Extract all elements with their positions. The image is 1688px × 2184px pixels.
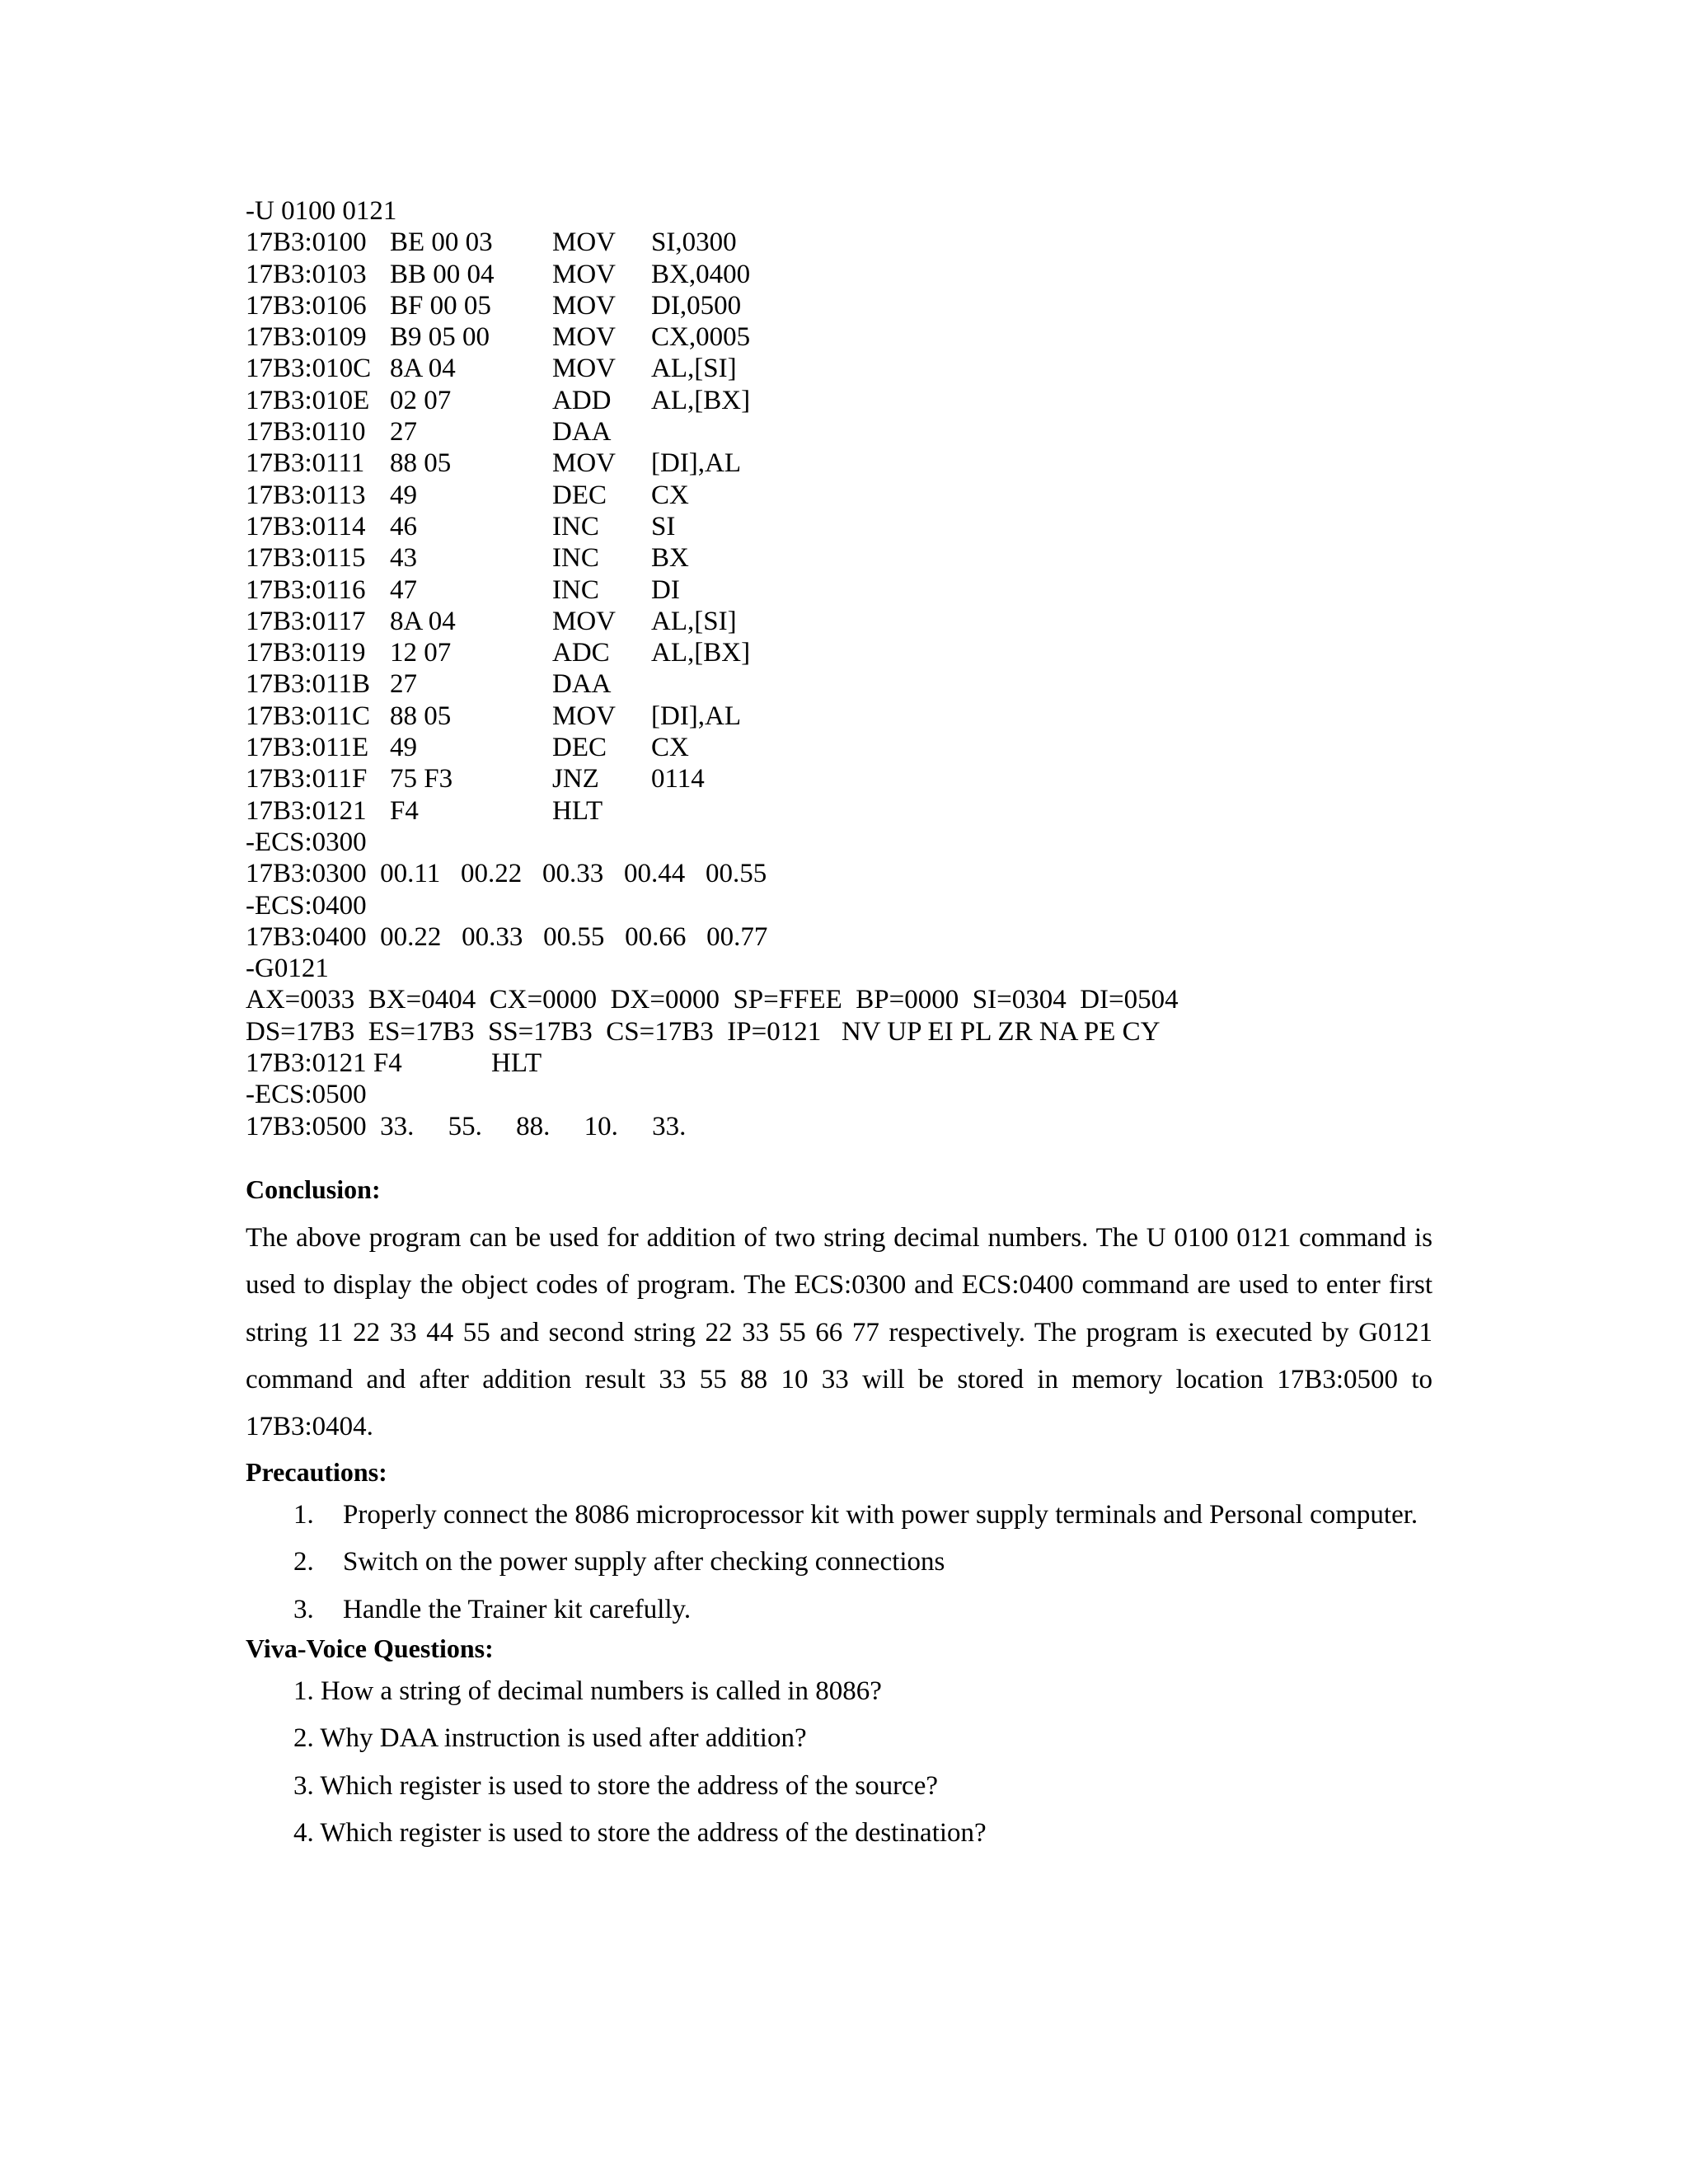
code-line: [246, 732, 1482, 763]
code-mnemonic: DAA: [552, 417, 612, 448]
code-opcode: 75 F3: [390, 764, 453, 794]
code-line: [246, 385, 1482, 416]
code-address: 17B3:0114: [246, 511, 366, 541]
code-line: [246, 574, 1482, 606]
code-operand: DI,0500: [651, 290, 742, 321]
code-line: [246, 290, 1482, 321]
code-mnemonic: MOV: [552, 322, 617, 353]
code-address: 17B3:010C: [246, 354, 372, 384]
code-line: [246, 763, 1482, 794]
code-address: 17B3:0116: [246, 574, 366, 605]
viva-heading: Viva-Voice Questions:: [246, 1633, 494, 1663]
code-mnemonic: INC: [552, 511, 599, 541]
code-text: 17B3:0400 00.22 00.33 00.55 00.66 00.77: [246, 921, 768, 952]
code-address: 17B3:0103: [246, 259, 367, 289]
precautions-heading: Precautions:: [246, 1457, 387, 1487]
code-line: [246, 890, 1482, 921]
precaution-text: Switch on the power supply after checking connections: [343, 1547, 945, 1577]
code-mnemonic: DEC: [552, 733, 607, 763]
code-operand: [DI],AL: [651, 701, 742, 731]
code-operand: AL,[BX]: [651, 638, 751, 668]
code-opcode: 49: [390, 733, 417, 763]
code-line: [246, 953, 1482, 984]
code-mnemonic: ADC: [552, 638, 610, 668]
code-line: [246, 795, 1482, 827]
code-line: [246, 448, 1482, 479]
code-operand: SI,0300: [651, 227, 737, 258]
code-address: 17B3:011C: [246, 701, 370, 731]
code-text: -ECS:0500: [246, 1080, 367, 1110]
debug-listing: [246, 195, 1482, 1142]
precaution-number: 1.: [293, 1500, 314, 1530]
code-opcode: 8A 04: [390, 606, 456, 636]
viva-question: 2. Why DAA instruction is used after addition?: [293, 1723, 807, 1754]
code-line: [246, 637, 1482, 668]
code-line: [246, 1111, 1482, 1142]
code-line: [246, 353, 1482, 384]
code-mnemonic: HLT: [491, 1048, 542, 1079]
code-opcode: 12 07: [390, 638, 452, 668]
precaution-text: Properly connect the 8086 microprocessor kit with power supply terminals and Personal computer.: [343, 1500, 1418, 1530]
code-text: 17B3:0500 33. 55. 88. 10. 33.: [246, 1111, 687, 1141]
code-text: AX=0033 BX=0404 CX=0000 DX=0000 SP=FFEE BP=0000 SI=0304 DI=0504: [246, 985, 1179, 1015]
code-operand: CX: [651, 733, 689, 763]
code-mnemonic: MOV: [552, 227, 617, 258]
code-opcode: 47: [390, 574, 417, 605]
code-mnemonic: INC: [552, 543, 599, 574]
conclusion-heading: Conclusion:: [246, 1174, 381, 1204]
code-line: [246, 606, 1482, 637]
code-address: 17B3:0113: [246, 480, 366, 510]
code-text: 17B3:0300 00.11 00.22 00.33 00.44 00.55: [246, 859, 767, 889]
code-mnemonic: JNZ: [552, 764, 599, 794]
code-text: -ECS:0400: [246, 890, 367, 921]
code-address: 17B3:0119: [246, 638, 366, 668]
code-address: 17B3:0111: [246, 448, 365, 479]
code-line: [246, 321, 1482, 353]
code-address: 17B3:011E: [246, 733, 369, 763]
viva-question: 4. Which register is used to store the address of the destination?: [293, 1817, 987, 1848]
code-line: [246, 259, 1482, 290]
code-line: [246, 511, 1482, 542]
code-operand: [DI],AL: [651, 448, 742, 479]
code-line: [246, 1016, 1482, 1047]
code-opcode: 49: [390, 480, 417, 510]
code-text: -G0121: [246, 954, 329, 984]
code-mnemonic: HLT: [552, 795, 603, 826]
code-opcode: BF 00 05: [390, 290, 491, 321]
code-line: [246, 668, 1482, 700]
code-opcode: 88 05: [390, 701, 452, 731]
code-text: -ECS:0300: [246, 827, 367, 857]
code-opcode: 88 05: [390, 448, 452, 479]
viva-question: 3. Which register is used to store the address of the source?: [293, 1770, 938, 1801]
code-text: DS=17B3 ES=17B3 SS=17B3 CS=17B3 IP=0121 NV UP EI PL ZR NA PE CY: [246, 1016, 1160, 1047]
code-line: [246, 416, 1482, 448]
code-operand: AL,[BX]: [651, 385, 751, 415]
conclusion-paragraph: The above program can be used for addition of two string decimal numbers. The U 0100 0121 command is used to display the object codes of program. The ECS:0300 and ECS:0400 command are used to enter first string 11 22 33 44 55 and second string 22 33 55 66 77 respectively. The program is executed by G0121 command and after addition result 33 55 88 10 33 will be stored in memory location 17B3:0500 to 17B3:0404.: [246, 1223, 1432, 1442]
code-operand: BX,0400: [651, 259, 751, 289]
code-operand: DI: [651, 574, 680, 605]
code-mnemonic: MOV: [552, 606, 617, 636]
viva-question: 1. How a string of decimal numbers is called in 8086?: [293, 1676, 882, 1706]
code-address: 17B3:0100: [246, 227, 367, 258]
code-mnemonic: INC: [552, 574, 599, 605]
code-mnemonic: MOV: [552, 354, 617, 384]
code-mnemonic: MOV: [552, 701, 617, 731]
code-line: [246, 195, 1482, 227]
code-line: [246, 827, 1482, 858]
code-opcode: BB 00 04: [390, 259, 495, 289]
code-opcode: 43: [390, 543, 417, 574]
code-opcode: 27: [390, 417, 417, 448]
code-line: [246, 1079, 1482, 1110]
code-mnemonic: MOV: [552, 290, 617, 321]
code-opcode: 8A 04: [390, 354, 456, 384]
code-opcode: B9 05 00: [390, 322, 490, 353]
code-line: [246, 701, 1482, 732]
code-line: [246, 1047, 1482, 1079]
code-line: [246, 227, 1482, 258]
code-operand: CX,0005: [651, 322, 751, 353]
code-line: [246, 921, 1482, 953]
precaution-number: 3.: [293, 1594, 314, 1624]
code-opcode: 27: [390, 669, 417, 700]
code-mnemonic: ADD: [552, 385, 612, 415]
code-address: 17B3:0117: [246, 606, 366, 636]
code-opcode: 02 07: [390, 385, 452, 415]
code-opcode: 46: [390, 511, 417, 541]
code-address: 17B3:0115: [246, 543, 366, 574]
code-opcode: F4: [390, 795, 419, 826]
code-address: 17B3:010E: [246, 385, 370, 415]
code-operand: CX: [651, 480, 689, 510]
code-line: [246, 984, 1482, 1015]
precaution-text: Handle the Trainer kit carefully.: [343, 1594, 692, 1624]
code-mnemonic: MOV: [552, 448, 617, 479]
code-mnemonic: MOV: [552, 259, 617, 289]
code-mnemonic: DAA: [552, 669, 612, 700]
code-address: 17B3:011B: [246, 669, 370, 700]
code-opcode: BE 00 03: [390, 227, 493, 258]
code-address: 17B3:0106: [246, 290, 367, 321]
code-line: [246, 480, 1482, 511]
code-text: -U 0100 0121: [246, 196, 397, 226]
code-address: 17B3:0109: [246, 322, 367, 353]
code-operand: 0114: [651, 764, 705, 794]
code-mnemonic: DEC: [552, 480, 607, 510]
viva-list: [293, 1668, 987, 1857]
code-address: 17B3:0121 F4: [246, 1048, 402, 1079]
code-operand: SI: [651, 511, 676, 541]
code-operand: AL,[SI]: [651, 354, 737, 384]
code-line: [246, 858, 1482, 889]
code-operand: BX: [651, 543, 689, 574]
code-operand: AL,[SI]: [651, 606, 737, 636]
code-address: 17B3:0110: [246, 417, 366, 448]
code-address: 17B3:0121: [246, 795, 367, 826]
precaution-number: 2.: [293, 1547, 314, 1577]
code-address: 17B3:011F: [246, 764, 368, 794]
code-line: [246, 542, 1482, 574]
